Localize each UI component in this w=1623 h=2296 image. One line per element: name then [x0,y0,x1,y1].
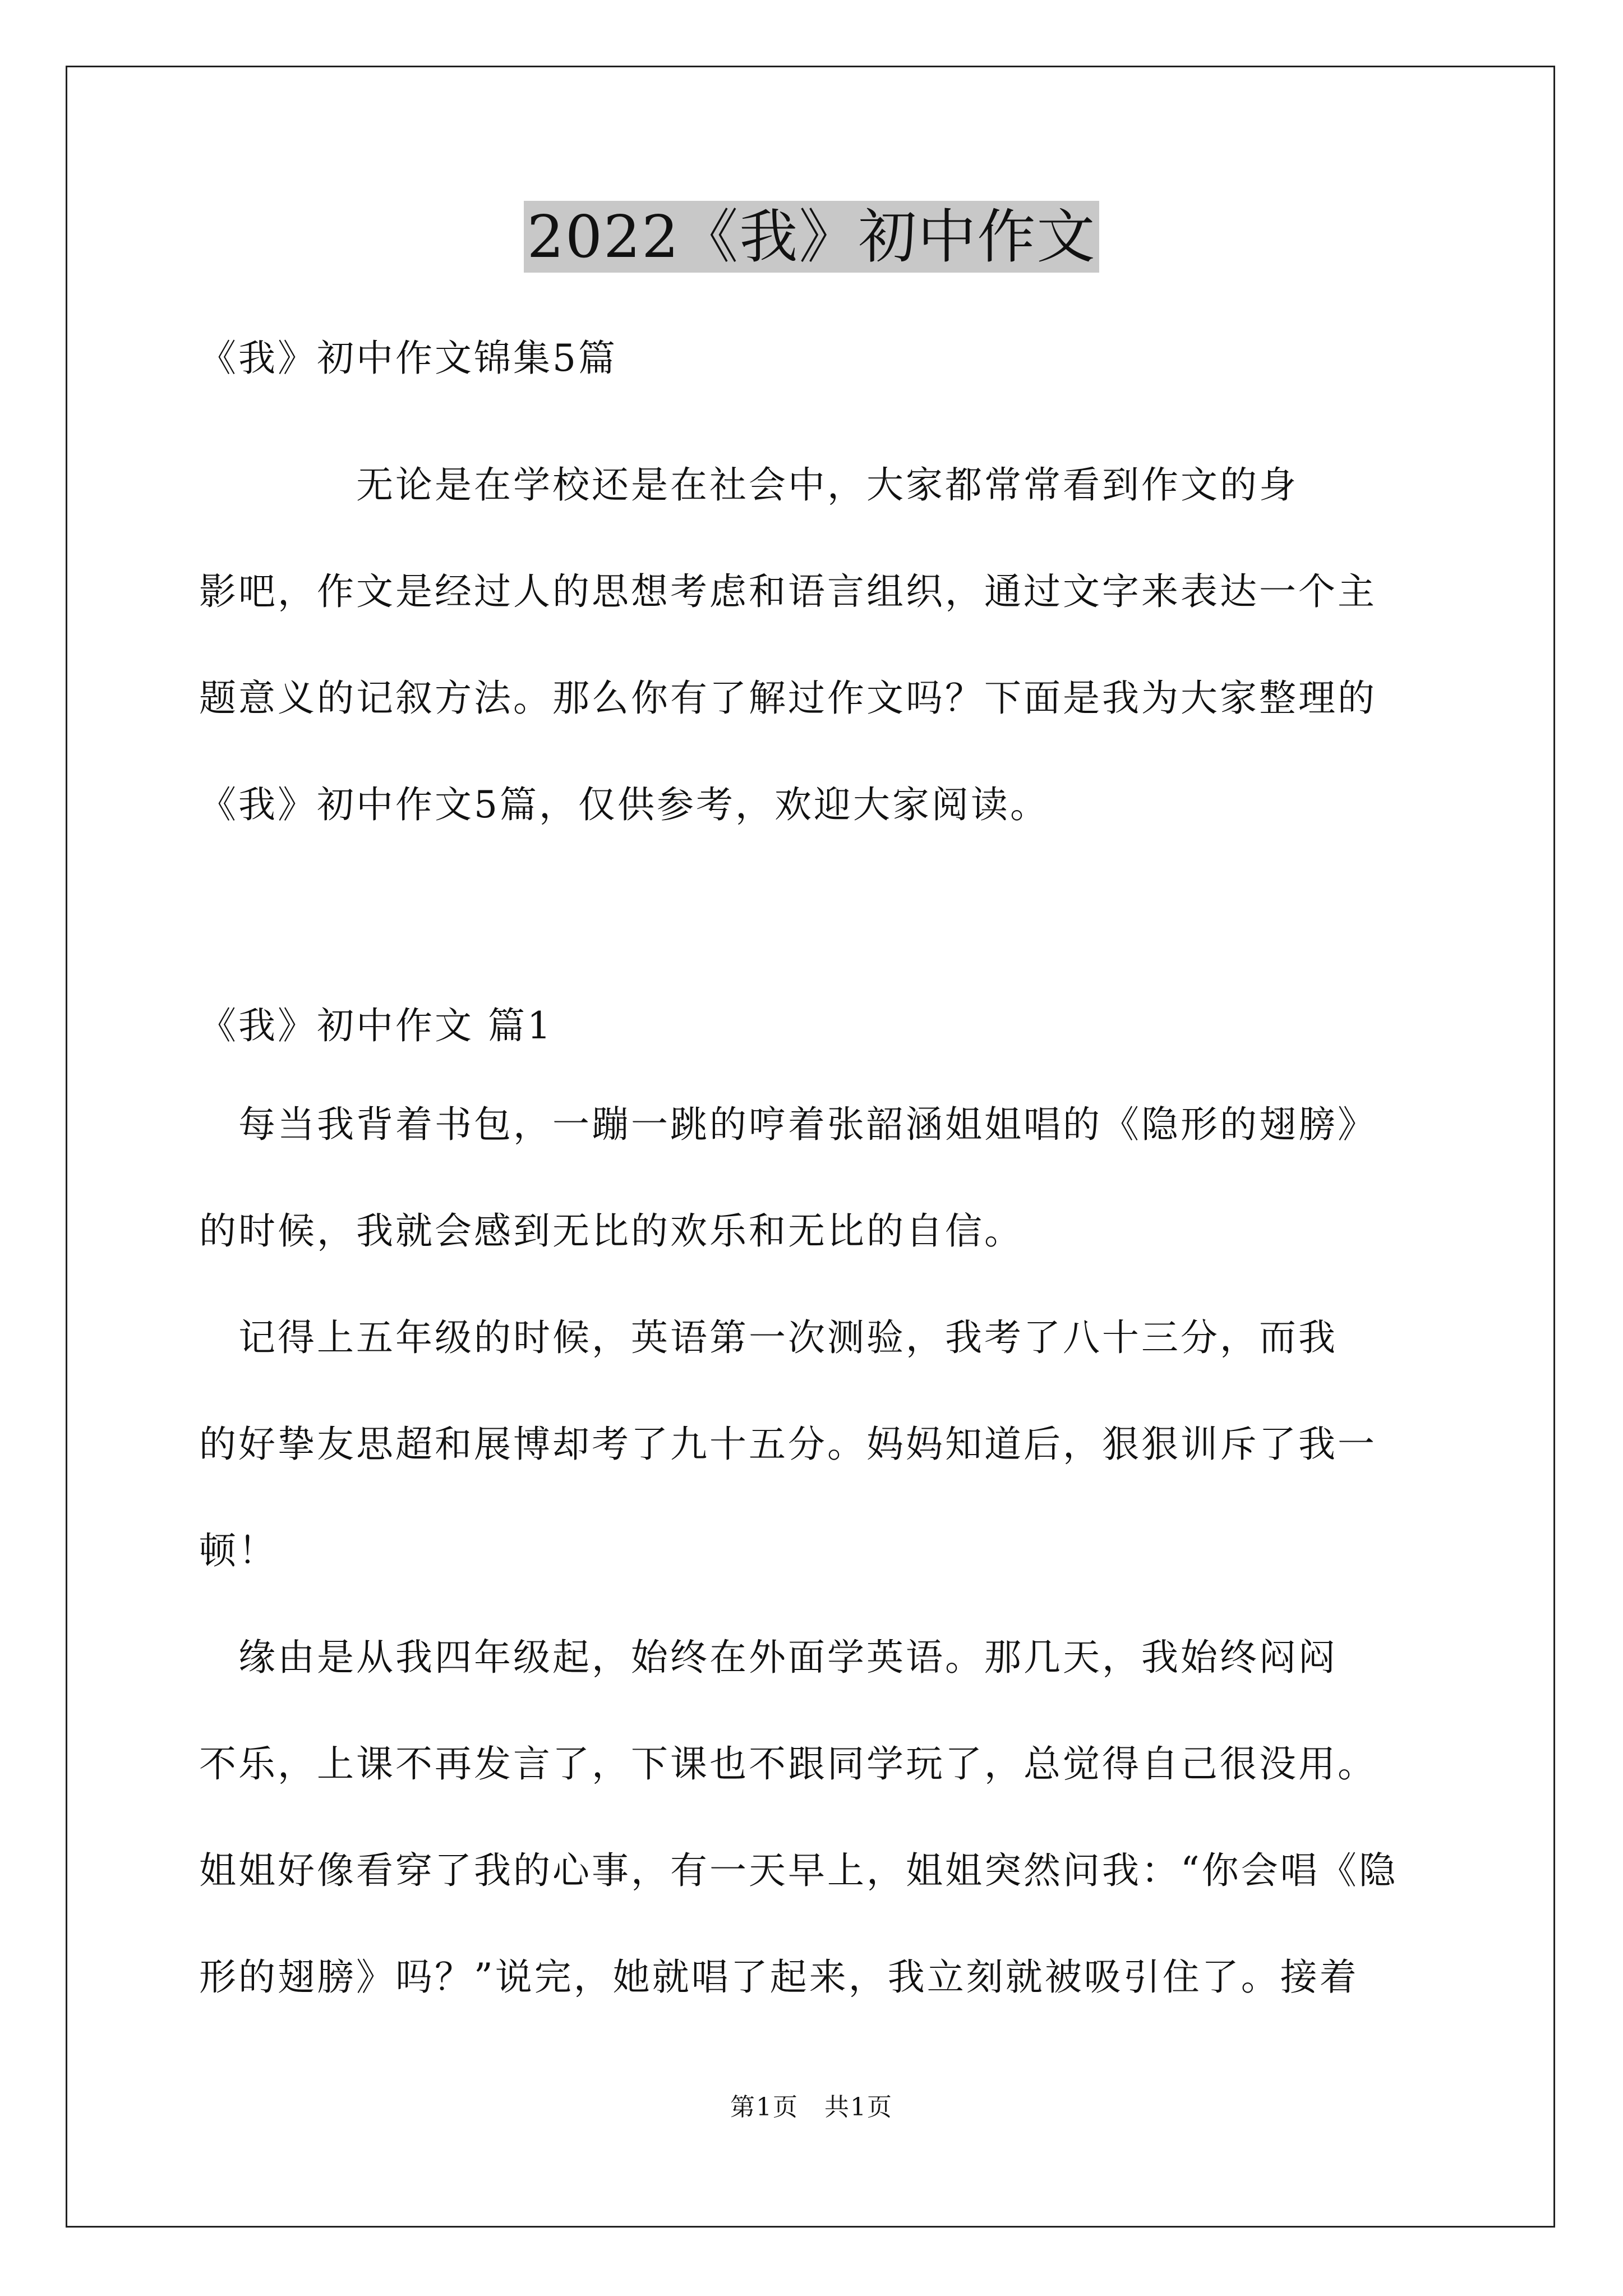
body-line: 每当我背着书包，一蹦一跳的哼着张韶涵姐姐唱的《隐形的翅膀》 [199,1103,1377,1146]
intro-line: 影吧，作文是经过人的思想考虑和语言组织，通过文字来表达一个主 [199,570,1377,613]
body-line: 缘由是从我四年级起，始终在外面学英语。那几天，我始终闷闷 [199,1636,1338,1679]
intro-line: 《我》初中作文5篇，仅供参考，欢迎大家阅读。 [199,783,1049,826]
intro-paragraph [199,432,1433,858]
body-line: 顿！ [199,1529,278,1572]
body-line: 不乐，上课不再发言了，下课也不跟同学玩了，总觉得自己很没用。 [199,1742,1377,1786]
intro-line: 题意义的记叙方法。那么你有了解过作文吗？下面是我为大家整理的 [199,677,1377,720]
section-heading: 《我》初中作文 篇1 [199,1004,553,1047]
document-title: 2022《我》初中作文 [524,201,1100,273]
body-line: 姐姐好像看穿了我的心事，有一天早上，姐姐突然问我：“你会唱《隐 [199,1849,1398,1892]
essay-body [199,1071,1433,2031]
page-footer: 第1页 共1页 [730,2093,893,2122]
title-wrap [0,201,1623,273]
intro-line: 无论是在学校还是在社会中，大家都常常看到作文的身 [199,463,1298,507]
body-line: 的好挚友思超和展博却考了九十五分。妈妈知道后，狠狠训斥了我一 [199,1423,1377,1466]
body-line: 形的翅膀》吗？”说完，她就唱了起来，我立刻就被吸引住了。接着 [199,1955,1359,1999]
collection-heading: 《我》初中作文锦集5篇 [199,337,617,380]
body-line: 记得上五年级的时候，英语第一次测验，我考了八十三分，而我 [199,1316,1338,1359]
body-line: 的时候，我就会感到无比的欢乐和无比的自信。 [199,1209,1023,1253]
